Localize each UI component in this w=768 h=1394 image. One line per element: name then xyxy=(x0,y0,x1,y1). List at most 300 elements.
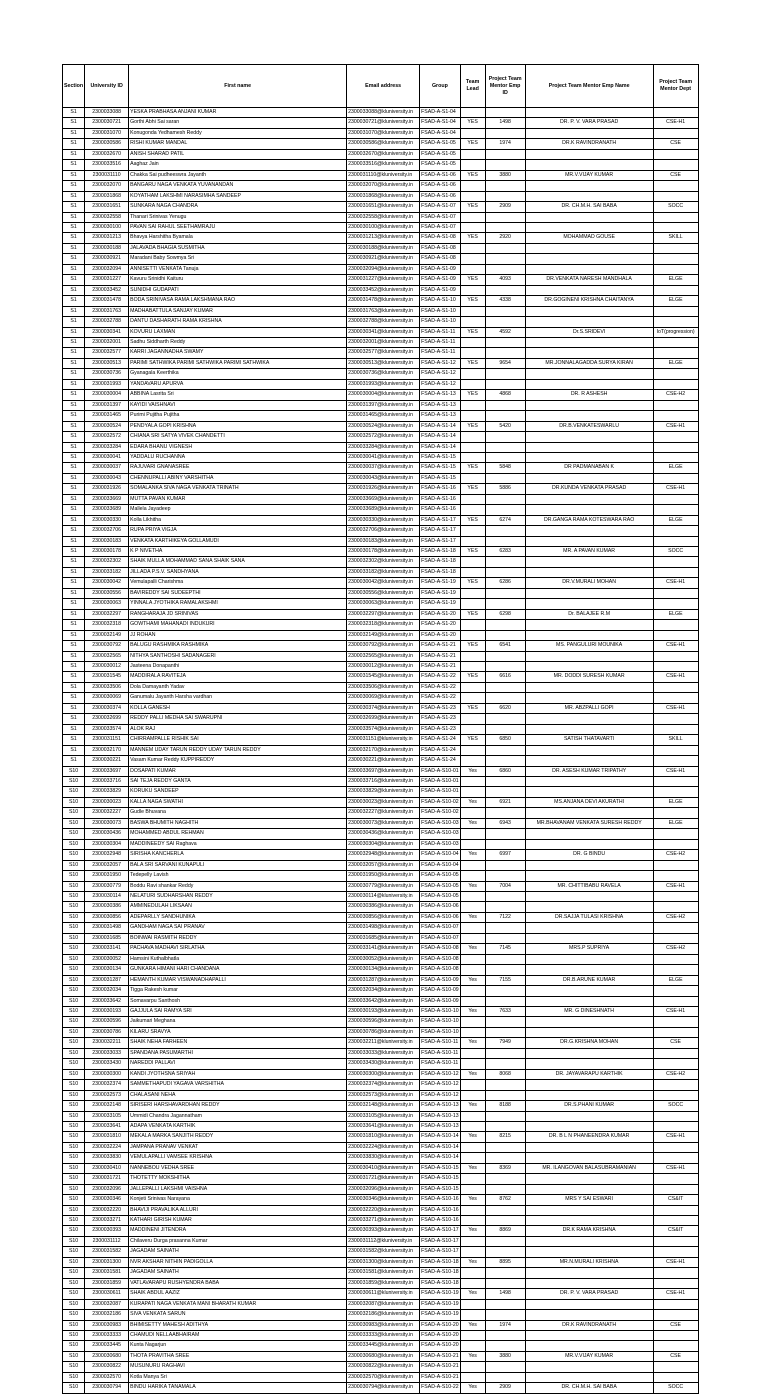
cell-team-lead: Yes xyxy=(460,1006,485,1016)
table-row xyxy=(63,327,699,337)
cell-team-lead: Yes xyxy=(460,1038,485,1048)
table-row xyxy=(63,818,699,828)
cell-mentor-emp-id xyxy=(485,599,525,609)
cell-group: FSAD-A-S1-22 xyxy=(420,682,460,692)
cell-email: 2300031397@kluniversity.in xyxy=(347,400,420,410)
cell-first-name: JAMPANA PRANAV VENKAT xyxy=(129,1142,347,1152)
cell-team-lead xyxy=(460,1310,485,1320)
cell-mentor-emp-name xyxy=(525,432,653,442)
cell-team-lead: Yes xyxy=(460,1320,485,1330)
cell-group: FSAD-A-S10-21 xyxy=(420,1362,460,1372)
cell-section: S1 xyxy=(63,233,85,243)
cell-first-name: JJ ROHAN xyxy=(129,630,347,640)
cell-first-name: REDDY PALLI MEDHA SAI SWARUPNI xyxy=(129,714,347,724)
cell-mentor-emp-name: MS. PANGULURI MOUNIKA xyxy=(525,641,653,651)
cell-group: FSAD-A-S1-10 xyxy=(420,306,460,316)
cell-section: S10 xyxy=(63,871,85,881)
cell-first-name: EDARA BHANU VIGNESH xyxy=(129,442,347,452)
cell-university-id: 2300032788 xyxy=(85,317,129,327)
cell-mentor-emp-name xyxy=(525,557,653,567)
table-row xyxy=(63,1331,699,1341)
cell-section: S1 xyxy=(63,191,85,201)
cell-group: FSAD-A-S1-05 xyxy=(420,139,460,149)
cell-team-lead xyxy=(460,1111,485,1121)
table-row xyxy=(63,285,699,295)
cell-mentor-dept: CSE xyxy=(653,170,698,180)
cell-mentor-emp-name: DR.B.VENKATESWARLU xyxy=(525,421,653,431)
cell-section: S10 xyxy=(63,1257,85,1267)
table-row xyxy=(63,296,699,306)
cell-email: 2300032001@kluniversity.in xyxy=(347,337,420,347)
cell-mentor-emp-id xyxy=(485,662,525,672)
cell-email: 2300032558@kluniversity.in xyxy=(347,212,420,222)
cell-mentor-emp-id: 7155 xyxy=(485,975,525,985)
cell-group: FSAD-A-S1-20 xyxy=(420,630,460,640)
table-row xyxy=(63,1090,699,1100)
cell-mentor-dept xyxy=(653,1299,698,1309)
cell-mentor-dept xyxy=(653,1184,698,1194)
cell-email: 2300032148@kluniversity.in xyxy=(347,1101,420,1111)
cell-email: 2300030042@kluniversity.in xyxy=(347,578,420,588)
cell-mentor-dept: SOCC xyxy=(653,1383,698,1393)
cell-section: S10 xyxy=(63,1059,85,1069)
cell-team-lead xyxy=(460,526,485,536)
cell-mentor-dept xyxy=(653,693,698,703)
cell-mentor-emp-name xyxy=(525,149,653,159)
cell-mentor-dept: CSE-H2 xyxy=(653,390,698,400)
cell-mentor-dept: CSE-H2 xyxy=(653,1069,698,1079)
cell-first-name: Jaikumari Meghana xyxy=(129,1017,347,1027)
cell-group: FSAD-A-S10-20 xyxy=(420,1320,460,1330)
table-row xyxy=(63,317,699,327)
cell-section: S1 xyxy=(63,337,85,347)
cell-section: S10 xyxy=(63,1174,85,1184)
cell-university-id: 2300032096 xyxy=(85,1184,129,1194)
cell-mentor-dept xyxy=(653,620,698,630)
cell-mentor-emp-id xyxy=(485,505,525,515)
cell-university-id: 2300030611 xyxy=(85,1289,129,1299)
cell-email: 2300030410@kluniversity.in xyxy=(347,1163,420,1173)
table-row xyxy=(63,902,699,912)
cell-mentor-emp-name: DR.VENKATA NARESH MANDHALA xyxy=(525,275,653,285)
table-row xyxy=(63,243,699,253)
cell-mentor-dept xyxy=(653,996,698,1006)
cell-first-name: Somavarpu Santhosh xyxy=(129,996,347,1006)
cell-mentor-emp-name xyxy=(525,369,653,379)
cell-team-lead xyxy=(460,442,485,452)
cell-university-id: 2300032706 xyxy=(85,526,129,536)
cell-team-lead: Yes xyxy=(460,1101,485,1111)
cell-university-id: 2300032057 xyxy=(85,860,129,870)
table-row xyxy=(63,222,699,232)
cell-mentor-emp-id: 8895 xyxy=(485,1257,525,1267)
cell-section: S1 xyxy=(63,296,85,306)
cell-email: 2300030794@kluniversity.in xyxy=(347,1383,420,1393)
cell-university-id: 2300031287 xyxy=(85,975,129,985)
cell-mentor-emp-name: MR.N.MURALI KRISHNA xyxy=(525,1257,653,1267)
cell-university-id: 2300031213 xyxy=(85,233,129,243)
cell-group: FSAD-A-S1-05 xyxy=(420,149,460,159)
cell-email: 2300033830@kluniversity.in xyxy=(347,1153,420,1163)
cell-mentor-emp-name xyxy=(525,777,653,787)
cell-team-lead xyxy=(460,1090,485,1100)
cell-first-name: Bhavya Harshitha Byamala xyxy=(129,233,347,243)
cell-first-name: Tigga Rakesh kumar xyxy=(129,986,347,996)
cell-mentor-dept xyxy=(653,473,698,483)
cell-first-name: Hamsini Kuthalbhatla xyxy=(129,954,347,964)
cell-first-name: VATLAVARAPU RUSHYENDRA BABA xyxy=(129,1278,347,1288)
cell-team-lead xyxy=(460,1121,485,1131)
cell-mentor-emp-name xyxy=(525,756,653,766)
cell-section: S10 xyxy=(63,1351,85,1361)
cell-mentor-emp-id xyxy=(485,348,525,358)
cell-email: 2300033271@kluniversity.in xyxy=(347,1216,420,1226)
cell-university-id: 2300030012 xyxy=(85,662,129,672)
cell-team-lead xyxy=(460,787,485,797)
cell-mentor-dept: SKILL xyxy=(653,233,698,243)
table-row xyxy=(63,1299,699,1309)
cell-group: FSAD-A-S1-21 xyxy=(420,651,460,661)
cell-university-id: 2300030221 xyxy=(85,756,129,766)
cell-team-lead xyxy=(460,986,485,996)
cell-team-lead: YES xyxy=(460,641,485,651)
cell-university-id: 2300030410 xyxy=(85,1163,129,1173)
cell-team-lead xyxy=(460,379,485,389)
cell-mentor-dept xyxy=(653,557,698,567)
cell-section: S1 xyxy=(63,264,85,274)
cell-university-id: 2300030100 xyxy=(85,222,129,232)
cell-group: FSAD-A-S1-07 xyxy=(420,222,460,232)
cell-university-id: 2300032186 xyxy=(85,1310,129,1320)
cell-email: 2300030596@kluniversity.in xyxy=(347,1017,420,1027)
cell-mentor-emp-id xyxy=(485,1090,525,1100)
cell-email: 2300031810@kluniversity.in xyxy=(347,1132,420,1142)
cell-team-lead: Yes xyxy=(460,1351,485,1361)
cell-team-lead xyxy=(460,756,485,766)
cell-group: FSAD-A-S10-03 xyxy=(420,839,460,849)
header-first-name: First name xyxy=(129,65,347,108)
cell-first-name: BALA SRI SARVANI KUNAPULI xyxy=(129,860,347,870)
cell-team-lead xyxy=(460,714,485,724)
cell-mentor-dept xyxy=(653,222,698,232)
cell-team-lead xyxy=(460,1362,485,1372)
cell-section: S1 xyxy=(63,463,85,473)
cell-email: 2300032070@kluniversity.in xyxy=(347,181,420,191)
cell-email: 2300032094@kluniversity.in xyxy=(347,264,420,274)
cell-university-id: 2300030436 xyxy=(85,829,129,839)
cell-mentor-emp-id xyxy=(485,1278,525,1288)
cell-email: 2300032570@kluniversity.in xyxy=(347,1372,420,1382)
table-row xyxy=(63,996,699,1006)
cell-mentor-dept xyxy=(653,108,698,118)
table-row xyxy=(63,756,699,766)
cell-mentor-emp-id xyxy=(485,1236,525,1246)
cell-mentor-emp-name: MR. ILANGOVAN BALASUBRAMANIAN xyxy=(525,1163,653,1173)
table-row xyxy=(63,850,699,860)
cell-first-name: Kolla Likhitha xyxy=(129,515,347,525)
cell-email: 2300030043@kluniversity.in xyxy=(347,473,420,483)
cell-mentor-dept xyxy=(653,264,698,274)
cell-email: 2300032096@kluniversity.in xyxy=(347,1184,420,1194)
cell-first-name: CHENNUPALLI ABINY VARSHITHA xyxy=(129,473,347,483)
cell-mentor-dept xyxy=(653,1278,698,1288)
cell-mentor-emp-id xyxy=(485,756,525,766)
cell-university-id: 2300031859 xyxy=(85,1278,129,1288)
cell-email: 2300033105@kluniversity.in xyxy=(347,1111,420,1121)
table-row xyxy=(63,1320,699,1330)
cell-mentor-emp-id: 1974 xyxy=(485,139,525,149)
cell-mentor-emp-id: 6860 xyxy=(485,766,525,776)
cell-email: 2300033642@kluniversity.in xyxy=(347,996,420,1006)
cell-mentor-emp-name xyxy=(525,1153,653,1163)
cell-mentor-emp-id xyxy=(485,212,525,222)
cell-team-lead xyxy=(460,1341,485,1351)
cell-mentor-emp-name: DR. G BINDU xyxy=(525,850,653,860)
cell-mentor-dept xyxy=(653,494,698,504)
cell-mentor-emp-id: 7633 xyxy=(485,1006,525,1016)
cell-mentor-emp-name: DR.SAJJA TULASI KRISHNA xyxy=(525,912,653,922)
cell-section: S1 xyxy=(63,202,85,212)
cell-mentor-dept xyxy=(653,954,698,964)
cell-section: S1 xyxy=(63,400,85,410)
cell-mentor-emp-name xyxy=(525,1142,653,1152)
cell-group: FSAD-A-S10-04 xyxy=(420,850,460,860)
cell-team-lead xyxy=(460,494,485,504)
cell-group: FSAD-A-S1-24 xyxy=(420,745,460,755)
cell-section: S1 xyxy=(63,672,85,682)
cell-team-lead xyxy=(460,1278,485,1288)
cell-mentor-emp-id xyxy=(485,1059,525,1069)
cell-university-id: 2300030063 xyxy=(85,599,129,609)
cell-mentor-dept: CSE-H2 xyxy=(653,912,698,922)
cell-university-id: 2300032094 xyxy=(85,264,129,274)
cell-mentor-dept: IoT(progression) xyxy=(653,327,698,337)
cell-mentor-emp-name xyxy=(525,986,653,996)
table-row xyxy=(63,630,699,640)
cell-group: FSAD-A-S1-12 xyxy=(420,379,460,389)
cell-team-lead xyxy=(460,1216,485,1226)
cell-team-lead: Yes xyxy=(460,975,485,985)
cell-mentor-emp-name xyxy=(525,630,653,640)
cell-university-id: 2300030037 xyxy=(85,463,129,473)
cell-mentor-emp-id xyxy=(485,1341,525,1351)
cell-section: S10 xyxy=(63,996,85,1006)
cell-team-lead: YES xyxy=(460,233,485,243)
table-row xyxy=(63,515,699,525)
cell-email: 2300031300@kluniversity.in xyxy=(347,1257,420,1267)
cell-university-id: 2300031545 xyxy=(85,672,129,682)
cell-section: S10 xyxy=(63,1121,85,1131)
cell-group: FSAD-A-S1-23 xyxy=(420,703,460,713)
cell-section: S1 xyxy=(63,547,85,557)
cell-mentor-dept xyxy=(653,411,698,421)
cell-first-name: Ummidi Chandra Jagannatham xyxy=(129,1111,347,1121)
cell-group: FSAD-A-S10-06 xyxy=(420,912,460,922)
cell-team-lead: YES xyxy=(460,358,485,368)
cell-first-name: NANNEBOU VEDHA SREE xyxy=(129,1163,347,1173)
table-row xyxy=(63,421,699,431)
cell-mentor-emp-id xyxy=(485,411,525,421)
cell-first-name: AMMINEDULAH LIKSAAN xyxy=(129,902,347,912)
cell-section: S1 xyxy=(63,358,85,368)
header-team-lead: Team Lead xyxy=(460,65,485,108)
cell-mentor-dept: CSE-H1 xyxy=(653,641,698,651)
cell-section: S10 xyxy=(63,1142,85,1152)
cell-mentor-emp-id: 8068 xyxy=(485,1069,525,1079)
table-row xyxy=(63,1184,699,1194)
cell-team-lead xyxy=(460,1080,485,1090)
cell-group: FSAD-A-S1-06 xyxy=(420,181,460,191)
cell-mentor-emp-id xyxy=(485,986,525,996)
cell-mentor-emp-id: 4592 xyxy=(485,327,525,337)
table-row xyxy=(63,139,699,149)
cell-first-name: MADDINENI JITENDRA xyxy=(129,1226,347,1236)
cell-mentor-dept xyxy=(653,191,698,201)
table-row xyxy=(63,275,699,285)
cell-section: S1 xyxy=(63,160,85,170)
cell-team-lead xyxy=(460,348,485,358)
cell-section: S10 xyxy=(63,1341,85,1351)
cell-team-lead xyxy=(460,965,485,975)
cell-mentor-emp-name: DR.S.PHANI KUMAR xyxy=(525,1101,653,1111)
cell-group: FSAD-A-S10-08 xyxy=(420,965,460,975)
cell-first-name: MUTTA PAVAN KUMAR xyxy=(129,494,347,504)
cell-mentor-emp-name xyxy=(525,567,653,577)
cell-mentor-emp-name: MR. ABZPALLI GOPI xyxy=(525,703,653,713)
cell-first-name: YESKA PRABHASA ANJANI KUMAR xyxy=(129,108,347,118)
cell-mentor-emp-name xyxy=(525,400,653,410)
cell-team-lead xyxy=(460,567,485,577)
cell-section: S10 xyxy=(63,1184,85,1194)
cell-section: S1 xyxy=(63,285,85,295)
cell-mentor-emp-id xyxy=(485,317,525,327)
cell-mentor-emp-id: 7949 xyxy=(485,1038,525,1048)
cell-university-id: 2300032227 xyxy=(85,808,129,818)
cell-team-lead xyxy=(460,1184,485,1194)
cell-university-id: 2300030586 xyxy=(85,139,129,149)
cell-section: S1 xyxy=(63,254,85,264)
table-row xyxy=(63,149,699,159)
cell-team-lead: Yes xyxy=(460,1163,485,1173)
table-row xyxy=(63,714,699,724)
cell-mentor-emp-name xyxy=(525,599,653,609)
cell-first-name: KOYATHAM LAKSHMI NARASIMHA SANDEEP xyxy=(129,191,347,201)
cell-mentor-emp-id: 3880 xyxy=(485,1351,525,1361)
cell-mentor-dept: ELGE xyxy=(653,975,698,985)
cell-first-name: DOSAPATI KUMAR xyxy=(129,766,347,776)
cell-university-id: 2300030043 xyxy=(85,473,129,483)
cell-mentor-emp-id xyxy=(485,808,525,818)
cell-group: FSAD-A-S10-20 xyxy=(420,1341,460,1351)
cell-mentor-dept xyxy=(653,714,698,724)
cell-university-id: 2300033182 xyxy=(85,567,129,577)
table-row xyxy=(63,170,699,180)
cell-mentor-emp-id xyxy=(485,693,525,703)
table-row xyxy=(63,1121,699,1131)
cell-email: 2300030134@kluniversity.in xyxy=(347,965,420,975)
cell-mentor-dept: ELGE xyxy=(653,296,698,306)
cell-group: FSAD-A-S10-13 xyxy=(420,1101,460,1111)
cell-mentor-dept: CSE-H1 xyxy=(653,1163,698,1173)
cell-group: FSAD-A-S10-05 xyxy=(420,891,460,901)
cell-section: S1 xyxy=(63,149,85,159)
cell-first-name: RAJUVARI GNANASREE xyxy=(129,463,347,473)
cell-section: S10 xyxy=(63,1195,85,1205)
cell-email: 2300032224@kluniversity.in xyxy=(347,1142,420,1152)
table-row xyxy=(63,1310,699,1320)
cell-mentor-emp-id xyxy=(485,787,525,797)
cell-mentor-dept: ELGE xyxy=(653,515,698,525)
cell-university-id: 2300030374 xyxy=(85,703,129,713)
cell-section: S1 xyxy=(63,714,85,724)
cell-university-id: 2300032224 xyxy=(85,1142,129,1152)
cell-first-name: Kotla Manya Sri xyxy=(129,1372,347,1382)
cell-university-id: 2300033141 xyxy=(85,944,129,954)
cell-team-lead: YES xyxy=(460,327,485,337)
cell-first-name: KATHARI GIRISH KUMAR xyxy=(129,1216,347,1226)
cell-mentor-emp-id xyxy=(485,526,525,536)
cell-first-name: SIVA VENKATA SARUN xyxy=(129,1310,347,1320)
cell-university-id: 2300030069 xyxy=(85,693,129,703)
table-row xyxy=(63,787,699,797)
table-row xyxy=(63,442,699,452)
cell-mentor-emp-id: 5420 xyxy=(485,421,525,431)
cell-email: 2300030680@kluniversity.in xyxy=(347,1351,420,1361)
cell-group: FSAD-A-S1-14 xyxy=(420,442,460,452)
cell-mentor-emp-id xyxy=(485,1048,525,1058)
cell-section: S1 xyxy=(63,756,85,766)
cell-email: 2300033669@kluniversity.in xyxy=(347,494,420,504)
cell-section: S10 xyxy=(63,1017,85,1027)
cell-university-id: 2300030114 xyxy=(85,891,129,901)
cell-team-lead xyxy=(460,1174,485,1184)
cell-team-lead xyxy=(460,369,485,379)
cell-email: 2300033641@kluniversity.in xyxy=(347,1121,420,1131)
cell-group: FSAD-A-S1-19 xyxy=(420,578,460,588)
cell-section: S10 xyxy=(63,1299,85,1309)
cell-section: S1 xyxy=(63,452,85,462)
cell-email: 2300031478@kluniversity.in xyxy=(347,296,420,306)
cell-first-name: MEKALA MARKA SANJITH REDDY xyxy=(129,1132,347,1142)
cell-email: 2300030983@kluniversity.in xyxy=(347,1320,420,1330)
cell-group: FSAD-A-S10-02 xyxy=(420,797,460,807)
cell-team-lead: YES xyxy=(460,609,485,619)
cell-group: FSAD-A-S10-17 xyxy=(420,1236,460,1246)
cell-mentor-dept xyxy=(653,442,698,452)
cell-mentor-emp-name xyxy=(525,1184,653,1194)
cell-university-id: 2300030779 xyxy=(85,881,129,891)
cell-first-name: CHIANA SRI SATYA VIVEK CHANDETTI xyxy=(129,432,347,442)
cell-mentor-emp-id xyxy=(485,860,525,870)
cell-section: S10 xyxy=(63,944,85,954)
cell-group: FSAD-A-S1-13 xyxy=(420,411,460,421)
cell-mentor-emp-id: 6283 xyxy=(485,547,525,557)
cell-team-lead: YES xyxy=(460,735,485,745)
cell-team-lead xyxy=(460,1059,485,1069)
cell-university-id: 2300031810 xyxy=(85,1132,129,1142)
cell-university-id: 2300033033 xyxy=(85,1048,129,1058)
cell-mentor-emp-id xyxy=(485,1142,525,1152)
header-mentor-emp-name: Project Team Mentor Emp Name xyxy=(525,65,653,108)
cell-university-id: 2300030556 xyxy=(85,588,129,598)
cell-team-lead: YES xyxy=(460,118,485,128)
cell-mentor-dept xyxy=(653,1372,698,1382)
cell-university-id: 2300032565 xyxy=(85,651,129,661)
cell-group: FSAD-A-S1-15 xyxy=(420,452,460,462)
cell-team-lead xyxy=(460,1372,485,1382)
cell-first-name: Kunta Nagarjun xyxy=(129,1341,347,1351)
cell-team-lead xyxy=(460,1027,485,1037)
